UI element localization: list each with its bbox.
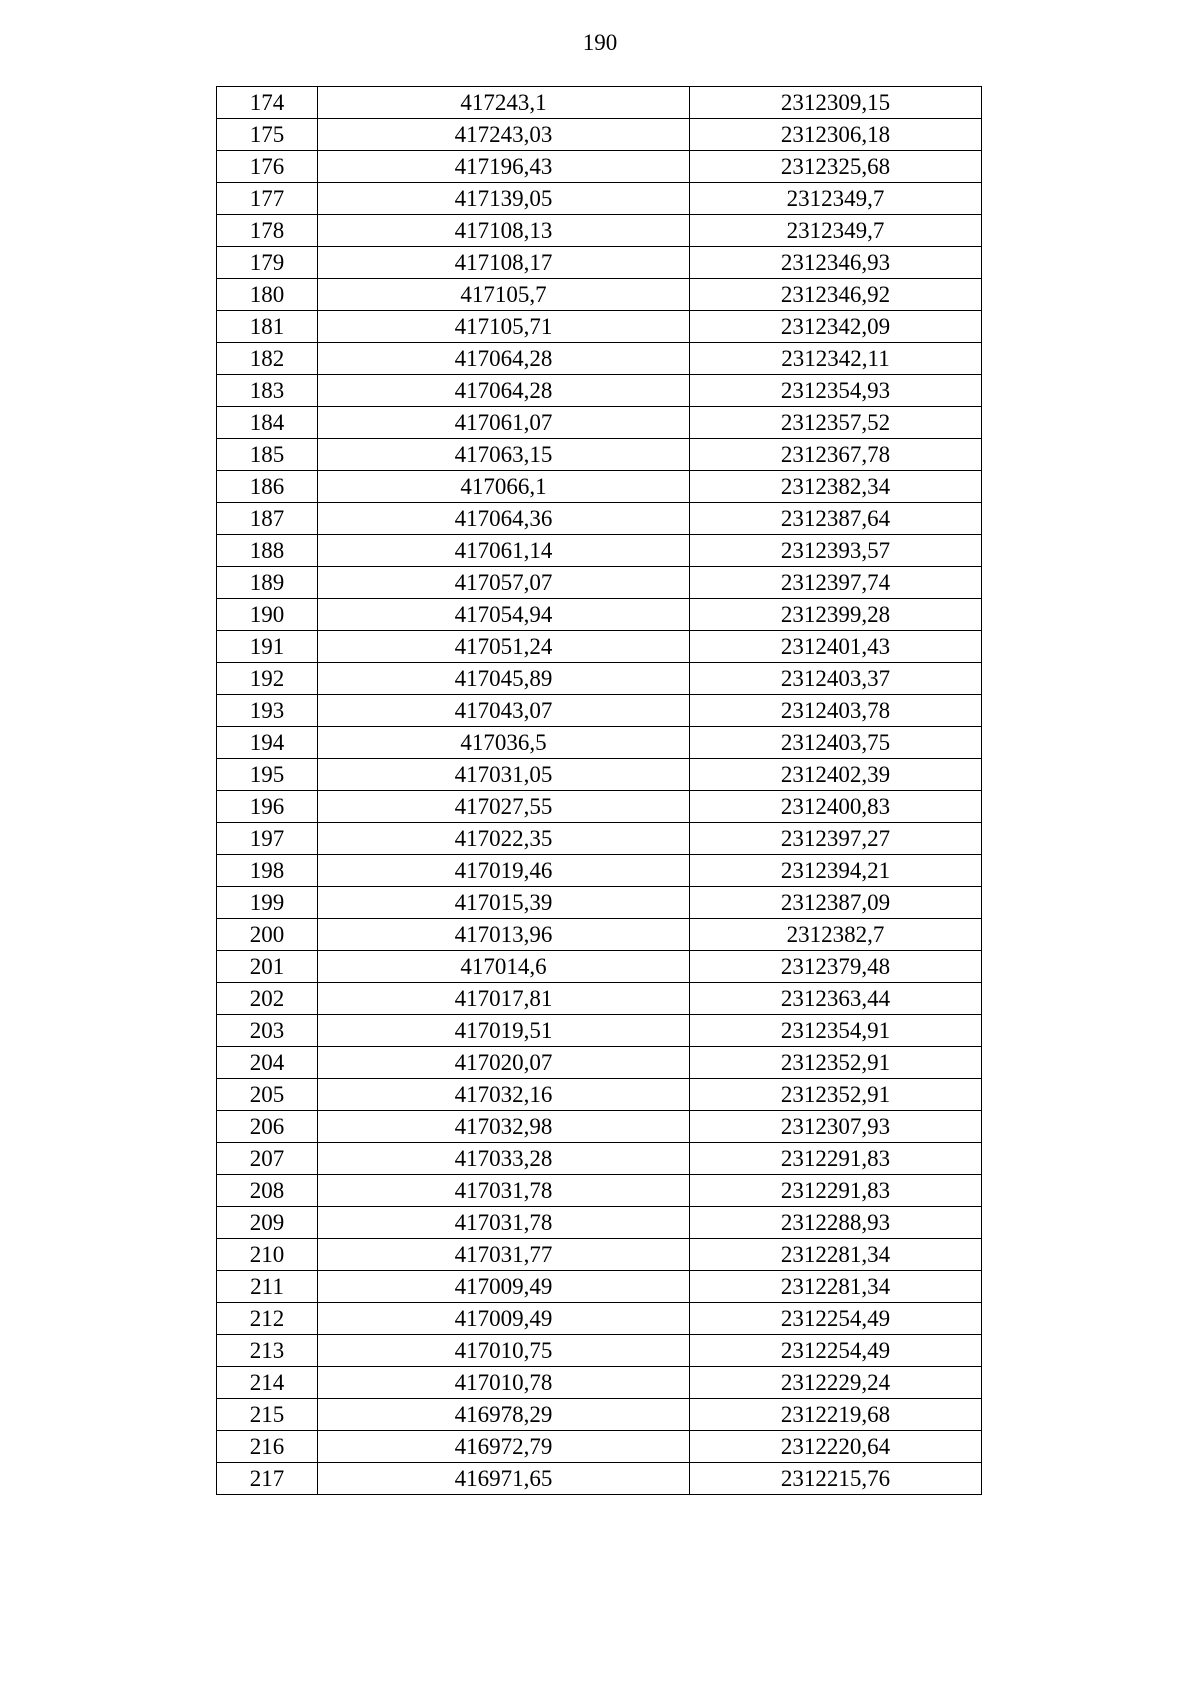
y-coordinate-cell: 2312352,91 xyxy=(690,1079,982,1111)
y-coordinate-cell: 2312357,52 xyxy=(690,407,982,439)
table-row xyxy=(217,823,982,855)
point-number-cell: 179 xyxy=(217,247,318,279)
x-coordinate-cell: 417063,15 xyxy=(318,439,690,471)
point-number-cell: 185 xyxy=(217,439,318,471)
y-coordinate-cell: 2312387,64 xyxy=(690,503,982,535)
y-coordinate-cell: 2312346,92 xyxy=(690,279,982,311)
point-number-cell: 217 xyxy=(217,1463,318,1495)
x-coordinate-cell: 417010,75 xyxy=(318,1335,690,1367)
point-number-cell: 208 xyxy=(217,1175,318,1207)
y-coordinate-cell: 2312403,78 xyxy=(690,695,982,727)
y-coordinate-cell: 2312291,83 xyxy=(690,1143,982,1175)
table-row xyxy=(217,855,982,887)
table-row xyxy=(217,1367,982,1399)
x-coordinate-cell: 417014,6 xyxy=(318,951,690,983)
table-row xyxy=(217,1047,982,1079)
table-row xyxy=(217,87,982,119)
x-coordinate-cell: 417010,78 xyxy=(318,1367,690,1399)
table-row xyxy=(217,631,982,663)
table-row xyxy=(217,183,982,215)
table-row xyxy=(217,343,982,375)
point-number-cell: 202 xyxy=(217,983,318,1015)
y-coordinate-cell: 2312254,49 xyxy=(690,1335,982,1367)
x-coordinate-cell: 417031,78 xyxy=(318,1175,690,1207)
x-coordinate-cell: 417031,05 xyxy=(318,759,690,791)
y-coordinate-cell: 2312281,34 xyxy=(690,1271,982,1303)
table-row xyxy=(217,503,982,535)
table-row xyxy=(217,1143,982,1175)
x-coordinate-cell: 417031,78 xyxy=(318,1207,690,1239)
y-coordinate-cell: 2312382,34 xyxy=(690,471,982,503)
x-coordinate-cell: 417057,07 xyxy=(318,567,690,599)
x-coordinate-cell: 417105,7 xyxy=(318,279,690,311)
x-coordinate-cell: 417015,39 xyxy=(318,887,690,919)
x-coordinate-cell: 417066,1 xyxy=(318,471,690,503)
point-number-cell: 175 xyxy=(217,119,318,151)
table-row xyxy=(217,599,982,631)
y-coordinate-cell: 2312400,83 xyxy=(690,791,982,823)
y-coordinate-cell: 2312349,7 xyxy=(690,215,982,247)
x-coordinate-cell: 417045,89 xyxy=(318,663,690,695)
y-coordinate-cell: 2312397,74 xyxy=(690,567,982,599)
table-row xyxy=(217,727,982,759)
x-coordinate-cell: 417064,36 xyxy=(318,503,690,535)
point-number-cell: 192 xyxy=(217,663,318,695)
x-coordinate-cell: 417064,28 xyxy=(318,375,690,407)
point-number-cell: 197 xyxy=(217,823,318,855)
table-row xyxy=(217,1271,982,1303)
x-coordinate-cell: 417108,17 xyxy=(318,247,690,279)
table-row xyxy=(217,1111,982,1143)
point-number-cell: 213 xyxy=(217,1335,318,1367)
y-coordinate-cell: 2312379,48 xyxy=(690,951,982,983)
point-number-cell: 184 xyxy=(217,407,318,439)
point-number-cell: 176 xyxy=(217,151,318,183)
x-coordinate-cell: 417243,03 xyxy=(318,119,690,151)
point-number-cell: 215 xyxy=(217,1399,318,1431)
y-coordinate-cell: 2312382,7 xyxy=(690,919,982,951)
table-row xyxy=(217,215,982,247)
table-row xyxy=(217,311,982,343)
point-number-cell: 193 xyxy=(217,695,318,727)
point-number-cell: 195 xyxy=(217,759,318,791)
x-coordinate-cell: 417020,07 xyxy=(318,1047,690,1079)
y-coordinate-cell: 2312309,15 xyxy=(690,87,982,119)
point-number-cell: 205 xyxy=(217,1079,318,1111)
point-number-cell: 203 xyxy=(217,1015,318,1047)
table-row xyxy=(217,983,982,1015)
point-number-cell: 183 xyxy=(217,375,318,407)
point-number-cell: 194 xyxy=(217,727,318,759)
y-coordinate-cell: 2312403,37 xyxy=(690,663,982,695)
point-number-cell: 177 xyxy=(217,183,318,215)
coordinates-table-body xyxy=(217,87,982,1495)
point-number-cell: 198 xyxy=(217,855,318,887)
table-row xyxy=(217,1015,982,1047)
point-number-cell: 182 xyxy=(217,343,318,375)
x-coordinate-cell: 417064,28 xyxy=(318,343,690,375)
point-number-cell: 214 xyxy=(217,1367,318,1399)
point-number-cell: 212 xyxy=(217,1303,318,1335)
table-row xyxy=(217,919,982,951)
table-row xyxy=(217,695,982,727)
table-row xyxy=(217,951,982,983)
x-coordinate-cell: 417009,49 xyxy=(318,1303,690,1335)
y-coordinate-cell: 2312288,93 xyxy=(690,1207,982,1239)
x-coordinate-cell: 417061,07 xyxy=(318,407,690,439)
table-row xyxy=(217,535,982,567)
x-coordinate-cell: 417032,98 xyxy=(318,1111,690,1143)
y-coordinate-cell: 2312403,75 xyxy=(690,727,982,759)
x-coordinate-cell: 417105,71 xyxy=(318,311,690,343)
y-coordinate-cell: 2312220,64 xyxy=(690,1431,982,1463)
y-coordinate-cell: 2312401,43 xyxy=(690,631,982,663)
y-coordinate-cell: 2312306,18 xyxy=(690,119,982,151)
table-row xyxy=(217,663,982,695)
point-number-cell: 181 xyxy=(217,311,318,343)
x-coordinate-cell: 417013,96 xyxy=(318,919,690,951)
point-number-cell: 191 xyxy=(217,631,318,663)
point-number-cell: 174 xyxy=(217,87,318,119)
point-number-cell: 180 xyxy=(217,279,318,311)
table-row xyxy=(217,567,982,599)
y-coordinate-cell: 2312399,28 xyxy=(690,599,982,631)
table-row xyxy=(217,375,982,407)
table-row xyxy=(217,1207,982,1239)
table-row xyxy=(217,119,982,151)
y-coordinate-cell: 2312387,09 xyxy=(690,887,982,919)
table-row xyxy=(217,1335,982,1367)
table-row xyxy=(217,1399,982,1431)
table-row xyxy=(217,1175,982,1207)
x-coordinate-cell: 417031,77 xyxy=(318,1239,690,1271)
y-coordinate-cell: 2312291,83 xyxy=(690,1175,982,1207)
x-coordinate-cell: 417036,5 xyxy=(318,727,690,759)
table-row xyxy=(217,887,982,919)
y-coordinate-cell: 2312229,24 xyxy=(690,1367,982,1399)
table-row xyxy=(217,471,982,503)
x-coordinate-cell: 417108,13 xyxy=(318,215,690,247)
page-number: 190 xyxy=(582,30,618,55)
table-row xyxy=(217,247,982,279)
x-coordinate-cell: 417061,14 xyxy=(318,535,690,567)
y-coordinate-cell: 2312342,09 xyxy=(690,311,982,343)
y-coordinate-cell: 2312281,34 xyxy=(690,1239,982,1271)
x-coordinate-cell: 417009,49 xyxy=(318,1271,690,1303)
point-number-cell: 207 xyxy=(217,1143,318,1175)
y-coordinate-cell: 2312215,76 xyxy=(690,1463,982,1495)
point-number-cell: 211 xyxy=(217,1271,318,1303)
y-coordinate-cell: 2312354,93 xyxy=(690,375,982,407)
x-coordinate-cell: 417022,35 xyxy=(318,823,690,855)
x-coordinate-cell: 417196,43 xyxy=(318,151,690,183)
x-coordinate-cell: 417051,24 xyxy=(318,631,690,663)
y-coordinate-cell: 2312367,78 xyxy=(690,439,982,471)
table-row xyxy=(217,1431,982,1463)
point-number-cell: 206 xyxy=(217,1111,318,1143)
y-coordinate-cell: 2312342,11 xyxy=(690,343,982,375)
x-coordinate-cell: 417139,05 xyxy=(318,183,690,215)
x-coordinate-cell: 416971,65 xyxy=(318,1463,690,1495)
point-number-cell: 178 xyxy=(217,215,318,247)
x-coordinate-cell: 417019,51 xyxy=(318,1015,690,1047)
table-row xyxy=(217,1239,982,1271)
y-coordinate-cell: 2312354,91 xyxy=(690,1015,982,1047)
point-number-cell: 196 xyxy=(217,791,318,823)
table-row xyxy=(217,791,982,823)
x-coordinate-cell: 417017,81 xyxy=(318,983,690,1015)
point-number-cell: 209 xyxy=(217,1207,318,1239)
table-row xyxy=(217,439,982,471)
y-coordinate-cell: 2312394,21 xyxy=(690,855,982,887)
point-number-cell: 200 xyxy=(217,919,318,951)
point-number-cell: 190 xyxy=(217,599,318,631)
point-number-cell: 216 xyxy=(217,1431,318,1463)
y-coordinate-cell: 2312307,93 xyxy=(690,1111,982,1143)
point-number-cell: 204 xyxy=(217,1047,318,1079)
x-coordinate-cell: 417019,46 xyxy=(318,855,690,887)
y-coordinate-cell: 2312254,49 xyxy=(690,1303,982,1335)
table-row xyxy=(217,1079,982,1111)
x-coordinate-cell: 417027,55 xyxy=(318,791,690,823)
x-coordinate-cell: 417032,16 xyxy=(318,1079,690,1111)
point-number-cell: 189 xyxy=(217,567,318,599)
point-number-cell: 187 xyxy=(217,503,318,535)
x-coordinate-cell: 416972,79 xyxy=(318,1431,690,1463)
y-coordinate-cell: 2312363,44 xyxy=(690,983,982,1015)
y-coordinate-cell: 2312325,68 xyxy=(690,151,982,183)
y-coordinate-cell: 2312393,57 xyxy=(690,535,982,567)
point-number-cell: 201 xyxy=(217,951,318,983)
x-coordinate-cell: 417043,07 xyxy=(318,695,690,727)
point-number-cell: 186 xyxy=(217,471,318,503)
table-row xyxy=(217,1303,982,1335)
coordinates-table xyxy=(216,86,982,1495)
y-coordinate-cell: 2312349,7 xyxy=(690,183,982,215)
y-coordinate-cell: 2312402,39 xyxy=(690,759,982,791)
table-row xyxy=(217,151,982,183)
y-coordinate-cell: 2312219,68 xyxy=(690,1399,982,1431)
point-number-cell: 210 xyxy=(217,1239,318,1271)
point-number-cell: 188 xyxy=(217,535,318,567)
point-number-cell: 199 xyxy=(217,887,318,919)
table-row xyxy=(217,407,982,439)
table-row xyxy=(217,759,982,791)
y-coordinate-cell: 2312397,27 xyxy=(690,823,982,855)
table-row xyxy=(217,1463,982,1495)
x-coordinate-cell: 417243,1 xyxy=(318,87,690,119)
table-row xyxy=(217,279,982,311)
y-coordinate-cell: 2312346,93 xyxy=(690,247,982,279)
y-coordinate-cell: 2312352,91 xyxy=(690,1047,982,1079)
x-coordinate-cell: 416978,29 xyxy=(318,1399,690,1431)
x-coordinate-cell: 417054,94 xyxy=(318,599,690,631)
x-coordinate-cell: 417033,28 xyxy=(318,1143,690,1175)
